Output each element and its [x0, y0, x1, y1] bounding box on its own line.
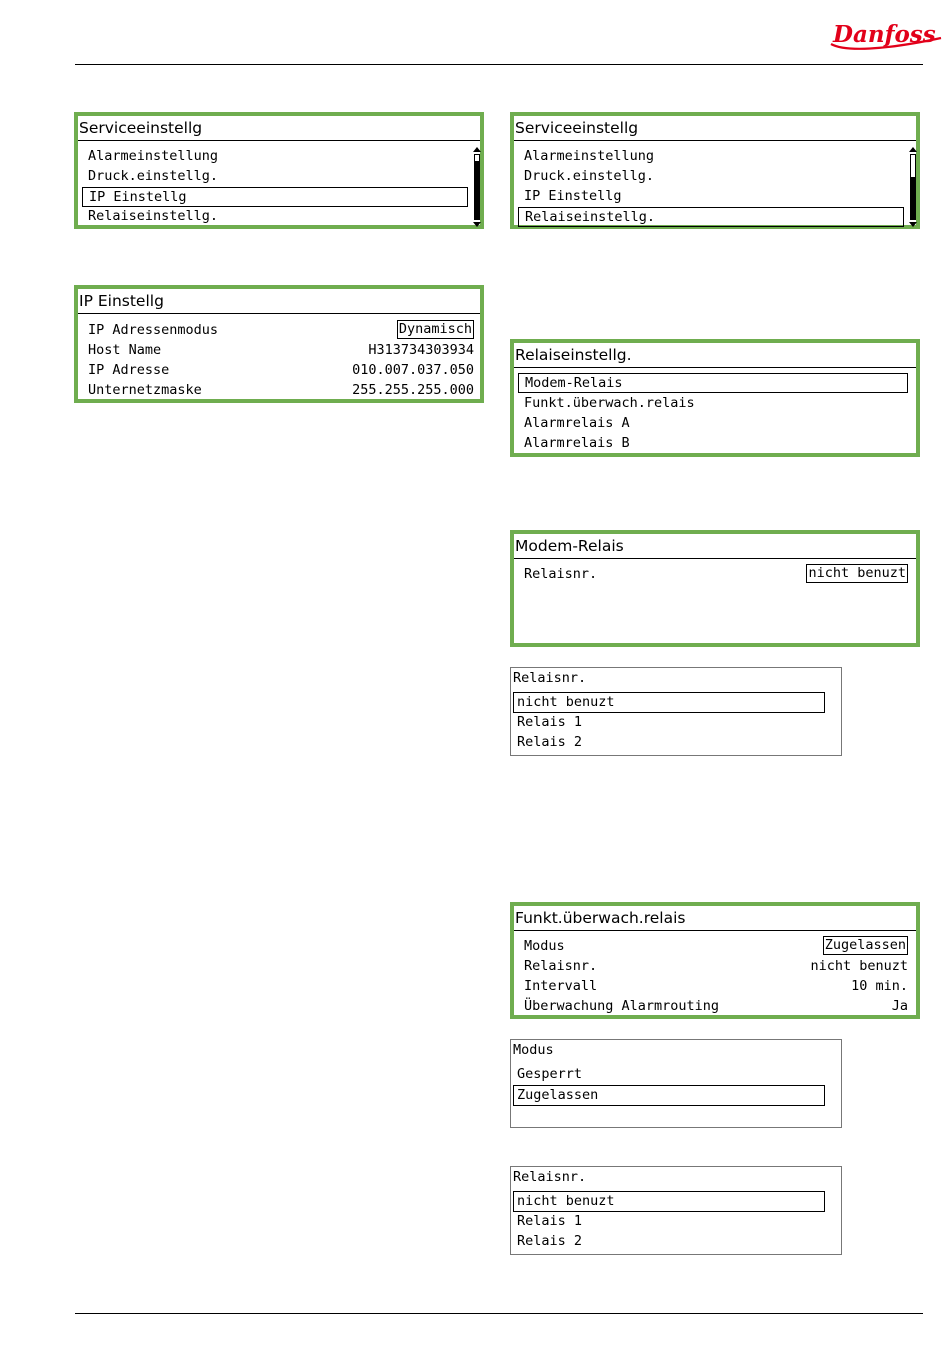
- ip-address-row: IP Adresse 010.007.037.050: [88, 362, 474, 378]
- scroll-up-icon: [909, 147, 917, 152]
- relay-number-row[interactable]: Relaisnr. nicht benuzt: [524, 958, 908, 974]
- scroll-down-icon: [909, 222, 917, 227]
- danfoss-logo: [825, 14, 945, 54]
- menu-item-relay[interactable]: Relaiseinstellg.: [88, 208, 219, 224]
- ip-settings-screen: [74, 285, 484, 403]
- relay-number-value: nicht benuzt: [808, 565, 906, 581]
- mode-value: Zugelassen: [824, 937, 906, 953]
- scroll-up-icon: [473, 147, 481, 152]
- popup-header: Relaisnr.: [513, 1169, 587, 1185]
- menu-item-pressure[interactable]: Druck.einstellg.: [524, 168, 655, 184]
- menu-item-pressure[interactable]: Druck.einstellg.: [88, 168, 219, 184]
- menu-item-ip[interactable]: IP Einstellg: [524, 188, 622, 204]
- option-relay-2[interactable]: Relais 2: [517, 734, 583, 750]
- ip-mode-row[interactable]: IP Adressenmodus Dynamisch: [88, 321, 472, 338]
- screen-title: IP Einstellg: [78, 289, 480, 314]
- menu-item-alarm-relay-b[interactable]: Alarmrelais B: [524, 435, 630, 451]
- footer-rule: [75, 1313, 923, 1314]
- modem-relay-screen: [510, 530, 920, 647]
- ip-mode-value: Dynamisch: [398, 321, 472, 337]
- alarm-routing-row[interactable]: Überwachung Alarmrouting Ja: [524, 998, 908, 1014]
- option-relay-2[interactable]: Relais 2: [517, 1233, 583, 1249]
- screen-title: Serviceeinstellg: [514, 116, 916, 141]
- mode-row[interactable]: Modus Zugelassen: [524, 937, 906, 954]
- relay-number-popup-2: [510, 1166, 842, 1255]
- scrollbar[interactable]: [472, 147, 482, 227]
- relay-number-popup: [510, 667, 842, 756]
- menu-item-alarm[interactable]: Alarmeinstellung: [524, 148, 655, 164]
- menu-item-ip[interactable]: IP Einstellg: [82, 187, 468, 207]
- scrollbar[interactable]: [908, 147, 918, 227]
- option-not-used[interactable]: nicht benuzt: [513, 1191, 825, 1212]
- option-not-used[interactable]: nicht benuzt: [513, 692, 825, 713]
- popup-header: Modus: [513, 1042, 554, 1058]
- mode-popup: [510, 1039, 842, 1128]
- screen-title: Relaiseinstellg.: [514, 343, 916, 368]
- menu-item-function-relay[interactable]: Funkt.überwach.relais: [524, 395, 695, 411]
- option-relay-1[interactable]: Relais 1: [517, 1213, 583, 1229]
- menu-item-alarm-relay-a[interactable]: Alarmrelais A: [524, 415, 630, 431]
- relay-number-row[interactable]: Relaisnr. nicht benuzt: [524, 565, 906, 582]
- function-monitor-relay-screen: [510, 902, 920, 1019]
- option-allowed[interactable]: Zugelassen: [513, 1085, 825, 1106]
- popup-header: Relaisnr.: [513, 670, 587, 686]
- screen-title: Serviceeinstellg: [78, 116, 480, 141]
- menu-item-modem-relay[interactable]: Modem-Relais: [518, 373, 908, 393]
- host-name-row: Host Name H313734303934: [88, 342, 474, 358]
- scroll-down-icon: [473, 222, 481, 227]
- menu-item-relay[interactable]: Relaiseinstellg.: [518, 207, 904, 227]
- menu-item-alarm[interactable]: Alarmeinstellung: [88, 148, 219, 164]
- option-relay-1[interactable]: Relais 1: [517, 714, 583, 730]
- svg-text:Danfoss: Danfoss: [833, 21, 936, 48]
- relay-settings-screen: [510, 339, 920, 457]
- service-settings-screen-right: [510, 112, 920, 229]
- interval-row[interactable]: Intervall 10 min.: [524, 978, 908, 994]
- header-rule: [75, 64, 923, 65]
- subnet-mask-row: Unternetzmaske 255.255.255.000: [88, 382, 474, 398]
- screen-title: Funkt.überwach.relais: [514, 906, 916, 931]
- option-locked[interactable]: Gesperrt: [517, 1066, 583, 1082]
- screen-title: Modem-Relais: [514, 534, 916, 559]
- service-settings-screen-left: [74, 112, 484, 229]
